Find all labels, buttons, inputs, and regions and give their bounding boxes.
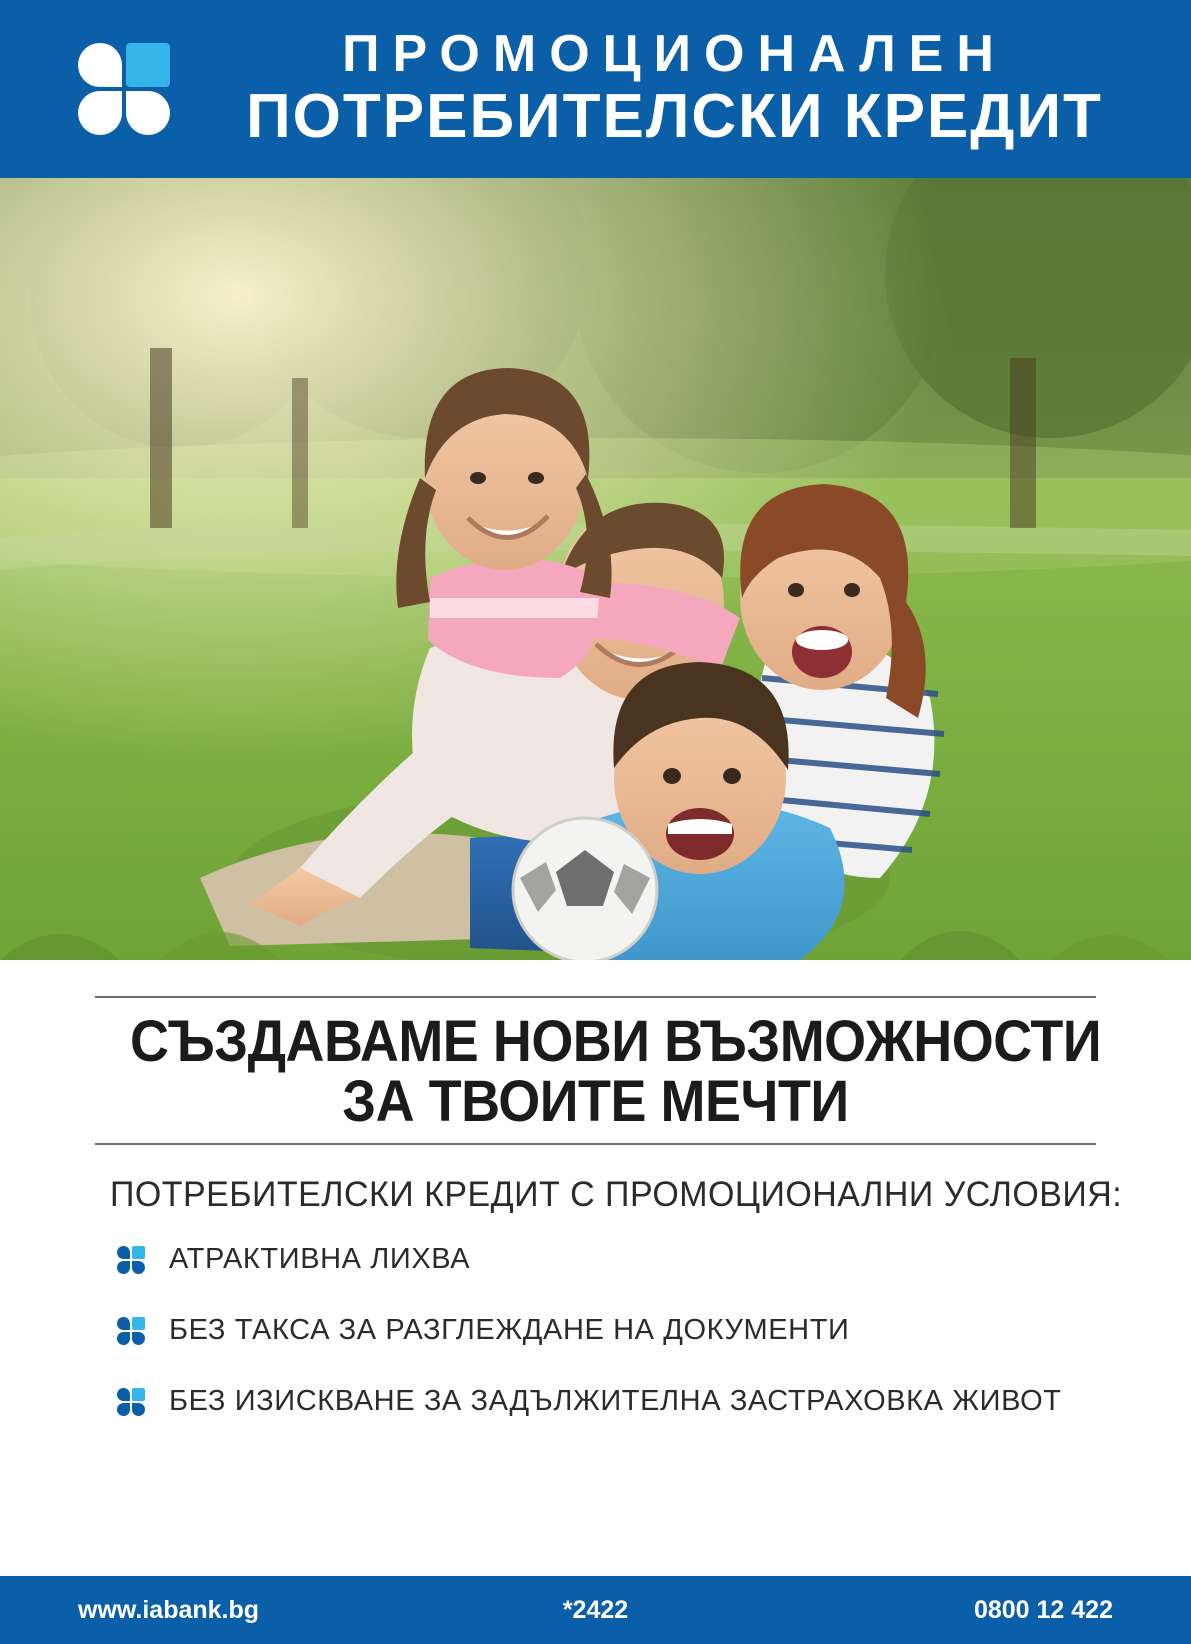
iabank-logo-icon bbox=[117, 1388, 145, 1416]
page-title bbox=[130, 998, 1102, 1143]
benefit-label: БЕЗ ИЗИСКВАНЕ ЗА ЗАДЪЛЖИТЕЛНА ЗАСТРАХОВКА ЖИВОТ bbox=[169, 1385, 1062, 1418]
iabank-logo-icon bbox=[117, 1317, 145, 1345]
benefits-list bbox=[95, 1243, 1096, 1418]
subheadline: ПОТРЕБИТЕЛСКИ КРЕДИТ С ПРОМОЦИОНАЛНИ УСЛОВИЯ: bbox=[110, 1175, 1123, 1215]
poster-header bbox=[0, 0, 1191, 178]
benefit-label: АТРАКТИВНА ЛИХВА bbox=[169, 1243, 471, 1276]
iabank-logo-icon bbox=[117, 1246, 145, 1274]
header-title-line2: ПОТРЕБИТЕЛСКИ КРЕДИТ bbox=[246, 81, 1103, 151]
poster-footer bbox=[0, 1576, 1191, 1644]
short-number[interactable]: *2422 bbox=[562, 1595, 629, 1624]
headline-line1: СЪЗДАВАМЕ НОВИ ВЪЗМОЖНОСТИ bbox=[130, 1009, 1102, 1074]
header-title-line1: ПРОМОЦИОНАЛЕН bbox=[342, 24, 1007, 83]
benefit-label: БЕЗ ТАКСА ЗА РАЗГЛЕЖДАНЕ НА ДОКУМЕНТИ bbox=[169, 1314, 850, 1347]
header-title-block bbox=[198, 24, 1151, 151]
hero-illustration bbox=[0, 178, 1191, 960]
list-item bbox=[95, 1243, 1096, 1276]
poster-body bbox=[0, 960, 1191, 1576]
list-item bbox=[95, 1314, 1096, 1347]
headline-line2: ЗА ТВОИТЕ МЕЧТИ bbox=[342, 1068, 849, 1134]
hero-photo bbox=[0, 178, 1191, 960]
website-link[interactable]: www.iabank.bg bbox=[78, 1595, 260, 1624]
phone-number[interactable]: 0800 12 422 bbox=[973, 1595, 1113, 1624]
list-item bbox=[95, 1385, 1096, 1418]
iabank-logo-icon bbox=[78, 43, 170, 135]
